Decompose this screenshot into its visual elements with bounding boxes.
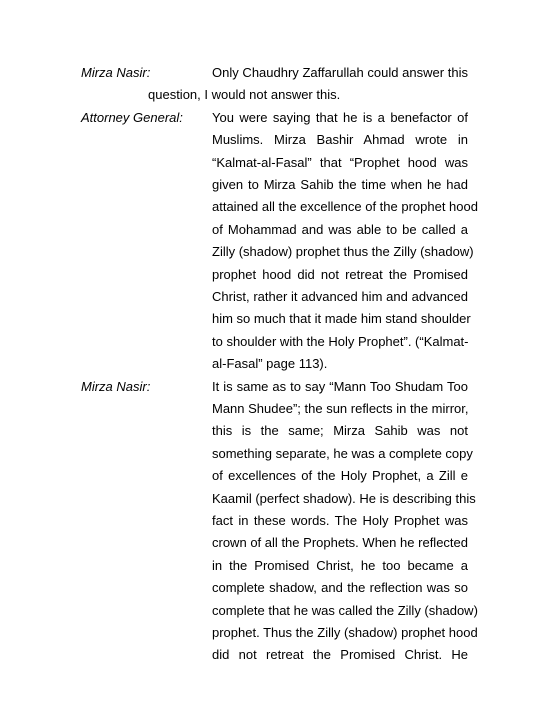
- statement-line: Muslims. Mirza Bashir Ahmad wrote in: [212, 132, 468, 148]
- statement-line: Only Chaudhry Zaffarullah could answer this: [212, 65, 468, 80]
- speaker-name: Mirza Nasir:: [81, 65, 151, 80]
- statement-line: Mann Shudee”; the sun reflects in the mirror,: [212, 400, 469, 416]
- statement-line: Kaamil (perfect shadow). He is describing this: [212, 490, 476, 506]
- statement-line: did not retreat the Promised Christ. He: [212, 647, 468, 663]
- statement-line: crown of all the Prophets. When he reflected: [212, 535, 468, 551]
- statement-line: complete that he was called the Zilly (shadow): [212, 602, 478, 618]
- statement-line: to shoulder with the Holy Prophet”. (“Kalmat-: [212, 333, 469, 349]
- statement-line: of Mohammad and was able to be called a: [212, 221, 468, 237]
- statement-line: of excellences of the Holy Prophet, a Zill e: [212, 468, 468, 484]
- statement-line: given to Mirza Sahib the time when he had: [212, 176, 468, 192]
- statement-line: It is same as to say “Mann Too Shudam Too: [212, 378, 468, 394]
- statement-line: prophet. Thus the Zilly (shadow) prophet hood: [212, 624, 478, 640]
- statement-line: prophet hood did not retreat the Promised: [212, 266, 468, 282]
- statement-line: complete shadow, and the reflection was so: [212, 580, 468, 596]
- speaker-name: Attorney General:: [81, 109, 183, 125]
- statement-line: “Kalmat-al-Fasal” that “Prophet hood was: [212, 154, 468, 170]
- statement-continuation-line: question, I would not answer this.: [148, 87, 341, 103]
- statement-line: al-Fasal” page 113).: [212, 356, 328, 372]
- statement-line: something separate, he was a complete copy: [212, 445, 473, 461]
- statement-line: in the Promised Christ, he too became a: [212, 557, 468, 573]
- statement-line: Christ, rather it advanced him and advanced: [212, 288, 468, 304]
- statement-line: Zilly (shadow) prophet thus the Zilly (shadow): [212, 244, 474, 260]
- statement-line: him so much that it made him stand shoulder: [212, 311, 471, 327]
- statement-line: fact in these words. The Holy Prophet was: [212, 512, 468, 528]
- statement-line: this is the same; Mirza Sahib was not: [212, 423, 468, 439]
- speaker-name: Mirza Nasir:: [81, 378, 151, 394]
- statement-line: You were saying that he is a benefactor of: [212, 109, 468, 125]
- statement-line: attained all the excellence of the prophet hood: [212, 199, 478, 215]
